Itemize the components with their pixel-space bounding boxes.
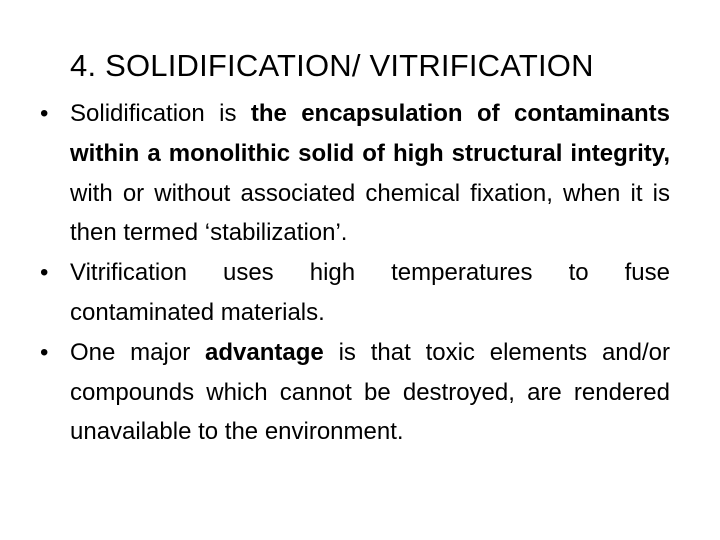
bullet-text-segment: Solidification is <box>70 100 251 127</box>
bullet-list <box>40 94 670 452</box>
bullet-text-segment-bold: the encapsulation of contaminants within a monolithic solid of high structural integrity, <box>70 100 670 167</box>
bullet-icon: • <box>40 338 49 366</box>
bullet-icon: • <box>40 100 49 127</box>
bullet-item <box>40 94 670 253</box>
bullet-icon: • <box>40 259 49 287</box>
bullet-text-segment-bold: advantage <box>205 338 324 366</box>
bullet-item <box>40 253 670 333</box>
bullet-text-segment: with or without associated chemical fixation, when it is then termed ‘stabilization’. <box>70 179 670 247</box>
bullet-text-segment: One major <box>70 338 206 366</box>
bullet-text-segment: is that toxic elements and/or compounds which cannot be destroyed, are rendered unavailable to the environment. <box>70 338 671 446</box>
slide-title: 4. SOLIDIFICATION/ VITRIFICATION <box>70 48 594 83</box>
bullet-item <box>40 333 670 452</box>
bullet-text-segment: Vitrification uses high temperatures to fuse contaminated materials. <box>70 259 670 326</box>
